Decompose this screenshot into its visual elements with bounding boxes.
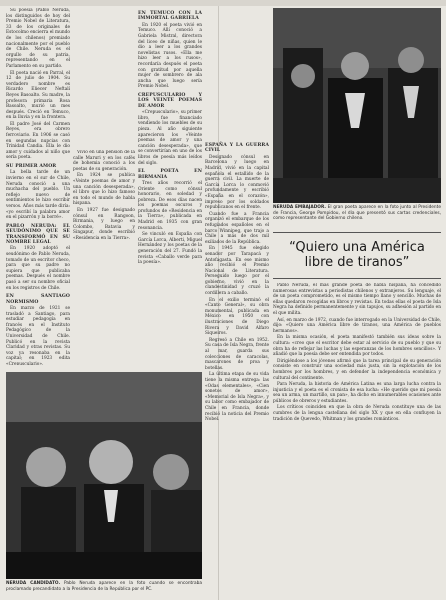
section-heading: ESPAÑA Y LA GUERRA CIVIL (205, 143, 269, 154)
top-edge (0, 0, 446, 6)
section-heading: EN SANTIAGO NORMISMO (6, 294, 70, 305)
article-paragraph: Vivió en una pensión de la calle Maruri y en los cafés de bohemia conoció a los poetas de su generación. (73, 150, 135, 172)
article-paragraph: El poeta nació en Parral, el 12 de julio de 1904. Su verdadero nombre es Ricardo Eliecer Neftalí Reyes Basoalto. Su madre, la profesora primaria Rosa Basoalto, murió un mes después. Creció en Temuco, en la lluvia y en la frontera. (6, 70, 70, 121)
article-paragraph: Dirigiéndose a los jóvenes afirmó que la tarea principal de su generación consiste en construir una sociedad más justa, sin la explotación de los hombres por los hombres, y en defender la independencia económica y cultural del continente. (273, 358, 441, 381)
quote-headline: “Quiero una América libre de tiranos” (289, 240, 425, 270)
article-paragraph: «Crepusculario», su primer libro, fue financiado vendiendo los muebles de su pieza. Al año siguiente aparecieron los «Veinte poemas de amor y una canción desesperada», que se convertirían en uno de los libros de poesía más leídos del siglo. (138, 110, 202, 166)
article-paragraph: Los críticos coinciden en que la obra de Neruda constituye una de las cumbres de la lengua castellana del siglo XX y que en ella confluyen la tradición de Quevedo, Whitman y los grandes románticos. (273, 405, 441, 422)
section-heading: CREPUSCULARIO Y LOS VEINTE POEMAS DE AMOR (138, 92, 202, 109)
photo-illustration (273, 8, 441, 203)
middle-column-2 (205, 140, 269, 595)
article-paragraph: Tres años recorrió el Oriente como cónsul honorario, en soledad y pobreza. De esos días nacen los poemas oscuros y profundos de «Residencia en la Tierra», publicada en Madrid en 1935 con gran resonancia. (138, 180, 202, 231)
caption-lead: NERUDA CANDIDATO. (6, 581, 61, 586)
caption-lead: NERUDA EMBAJADOR. (273, 205, 326, 210)
article-paragraph: Regresó a Chile en 1952. Su casa de Isla Negra, frente al mar, guarda sus colecciones de caracolas, mascarones de proa y botellas. (205, 337, 269, 371)
article-paragraph: En 1920 el poeta vivió en Temuco. Allí conoció a Gabriela Mistral, directora del liceo de niñas, quien le dio a leer a los grandes novelistas rusos. «Ella me hizo leer a los rusos», recordaría después el poeta con gratitud por aquella mujer de sombrero de ala ancha que luego sería Premio Nobel. (138, 22, 202, 90)
article-paragraph: Así, en marzo de 1972, cuando fue interrogado en la Universidad de Chile, dijo: «Quiero una América libre de tiranos, una América de pueblos hermanos». (273, 317, 441, 334)
article-paragraph: En marzo de 1921 se trasladó a Santiago, para estudiar pedagogía en francés en el Instituto Pedagógico de la Universidad de Chile. Publicó en la revista Claridad y otras revistas. Su voz ya resonaba en la capital; en 1923 edita «Crepusculario». (6, 305, 70, 365)
article-paragraph: En 1924 se publica «Veinte poemas de amor y una canción desesperada», el libro que lo hizo famoso en todo el mundo de habla hispana. (73, 173, 135, 207)
article-paragraph: En 1945 fue elegido senador por Tarapacá y Antofagasta. En ese mismo año recibió el Premio Nacional de Literatura. Perseguido luego por el gobierno, vivió en la clandestinidad y cruzó la cordillera a caballo. (205, 246, 269, 297)
left-column-cont (73, 150, 135, 365)
divider (273, 278, 441, 279)
section-heading: PABLO NERUDA: EL SEUDÓNIMO QUE SE TRANSFORMÓ EN SU NOMBRE LEGAL (6, 223, 70, 245)
section-heading: EN TEMUCO CON LA IMMORTAL GABRIELA (138, 11, 202, 22)
candidate-caption (6, 581, 202, 598)
article-paragraph: En 1920 adoptó el seudónimo de Pablo Neruda, tomado de un escritor checo, para que su padre no supiera que publicaba poemas. Después el nombre pasó a ser su nombre oficial en los registros de Chile. (6, 246, 70, 291)
section-heading: SU PRIMER AMOR (6, 164, 57, 170)
article-paragraph: Su poesía (Pablo Neruda, los distinguidos de hoy del Premio Nobel de Literatura, 33 de los originales de Estocolmo encierra el mundo de los chilenos) premiado nacionalmente por el pueblo de Chile. Neruda es el orgullo de su patria, representando en el Parlamento en su partido. (6, 8, 70, 69)
article-paragraph: Para Neruda, la historia de América Latina es una larga lucha contra la injusticia y el poeta es el cronista de esa lucha: «He querido que mi poesía sea un arma, un martillo, un pan», ha dicho en innumerables ocasiones ante públicos de obreros y estudiantes. (273, 382, 441, 404)
article-paragraph: Designado cónsul en Barcelona y luego en Madrid, vivió en la capital española el estallido de la guerra civil. La muerte de García Lorca lo conmovió profundamente y escribió «España en el corazón», impreso por los soldados republicanos en el frente. (205, 154, 269, 211)
article-paragraph: La última etapa de su vida tiene la misma entrega: las «Odas elementales», «Cien sonetos de amor», «Memorial de Isla Negra», y su labor como embajador de Chile en Francia, donde recibió la noticia del Premio Nobel. (205, 372, 269, 423)
left-column (6, 8, 70, 365)
right-article (273, 283, 441, 595)
caption-text: El gran poeta aparece en la foto junto al Presidente de Francia, George Pompidou, el día que presentó sus cartas credenciales, como representante del Gobierno chileno. (273, 205, 441, 221)
article-paragraph: La bella tarde de un invierno en el sur de Chile, Neruda conoció a una muchacha del pueblo. Un reflejo nuevo de sentimientos le hizo escribir versos. Años más tarde diría: «yo escribí la palabra amor en el pizarrón y la borré». (6, 170, 70, 221)
divider (273, 232, 441, 233)
article-paragraph: En 1927 fue designado cónsul en Rangoon, Birmania, y luego en Colombo, Batavia y Singapur, donde escribió «Residencia en la Tierra». (73, 207, 135, 241)
article-paragraph: Cuando fue a Francia organizó el embarque de los refugiados españoles en el barco Winnipeg, que trajo a Chile a más de dos mil exiliados de la República. (205, 211, 269, 245)
article-paragraph: El padre José del Carmen Reyes, era obrero ferroviario. En 1906 se casó en segundas nupcias con Trinidad Candia. Ella le dio amor y cuidados al niño que sería poeta. (6, 121, 70, 161)
photo-illustration (6, 372, 202, 579)
article-paragraph: En el exilio terminó el «Canto General», su obra monumental, publicada en México en 1950 con ilustraciones de Diego Rivera y David Alfaro Siqueiros. (205, 297, 269, 337)
middle-column (138, 8, 202, 365)
candidate-photo (6, 372, 202, 579)
ambassador-caption (273, 205, 441, 229)
article-paragraph: Se vinculó en España con García Lorca, Alberti, Miguel Hernández y los poetas de la generación del 27. Fundó la revista «Caballo verde para la poesía». (138, 232, 202, 266)
section-heading: EL POETA EN BIRMANIA (138, 169, 202, 180)
article-paragraph: Pablo Neruda, el más grande poeta de habla hispana, ha concedido numerosas entrevistas a periodistas chilenos y extranjeros. Su lenguaje, el de un poeta comprometido, es el mismo tiempo llano y sencillo. Muchas de ellas quedaron recogidas en libros y revistas. En todas ellas el poeta de Isla Negra ha definido permanentemente y sin tapujos, su adhesión al partido en el que milita. (273, 283, 441, 316)
article-paragraph: En la misma ocasión, el poeta manifestó también sus ideas sobre la cultura: «creo que el escritor debe estar al servicio de su pueblo y que su obra ha de reflejar las luchas y las esperanzas de los hombres sencillos». Y añadió que la poesía debe ser entendida por todos. (273, 335, 441, 358)
caption-text: Pablo Neruda aparece en la foto cuando se encontraba proclamado precandidato a la Presidencia de la República por el PC. (6, 581, 203, 592)
ambassador-photo (273, 8, 441, 203)
